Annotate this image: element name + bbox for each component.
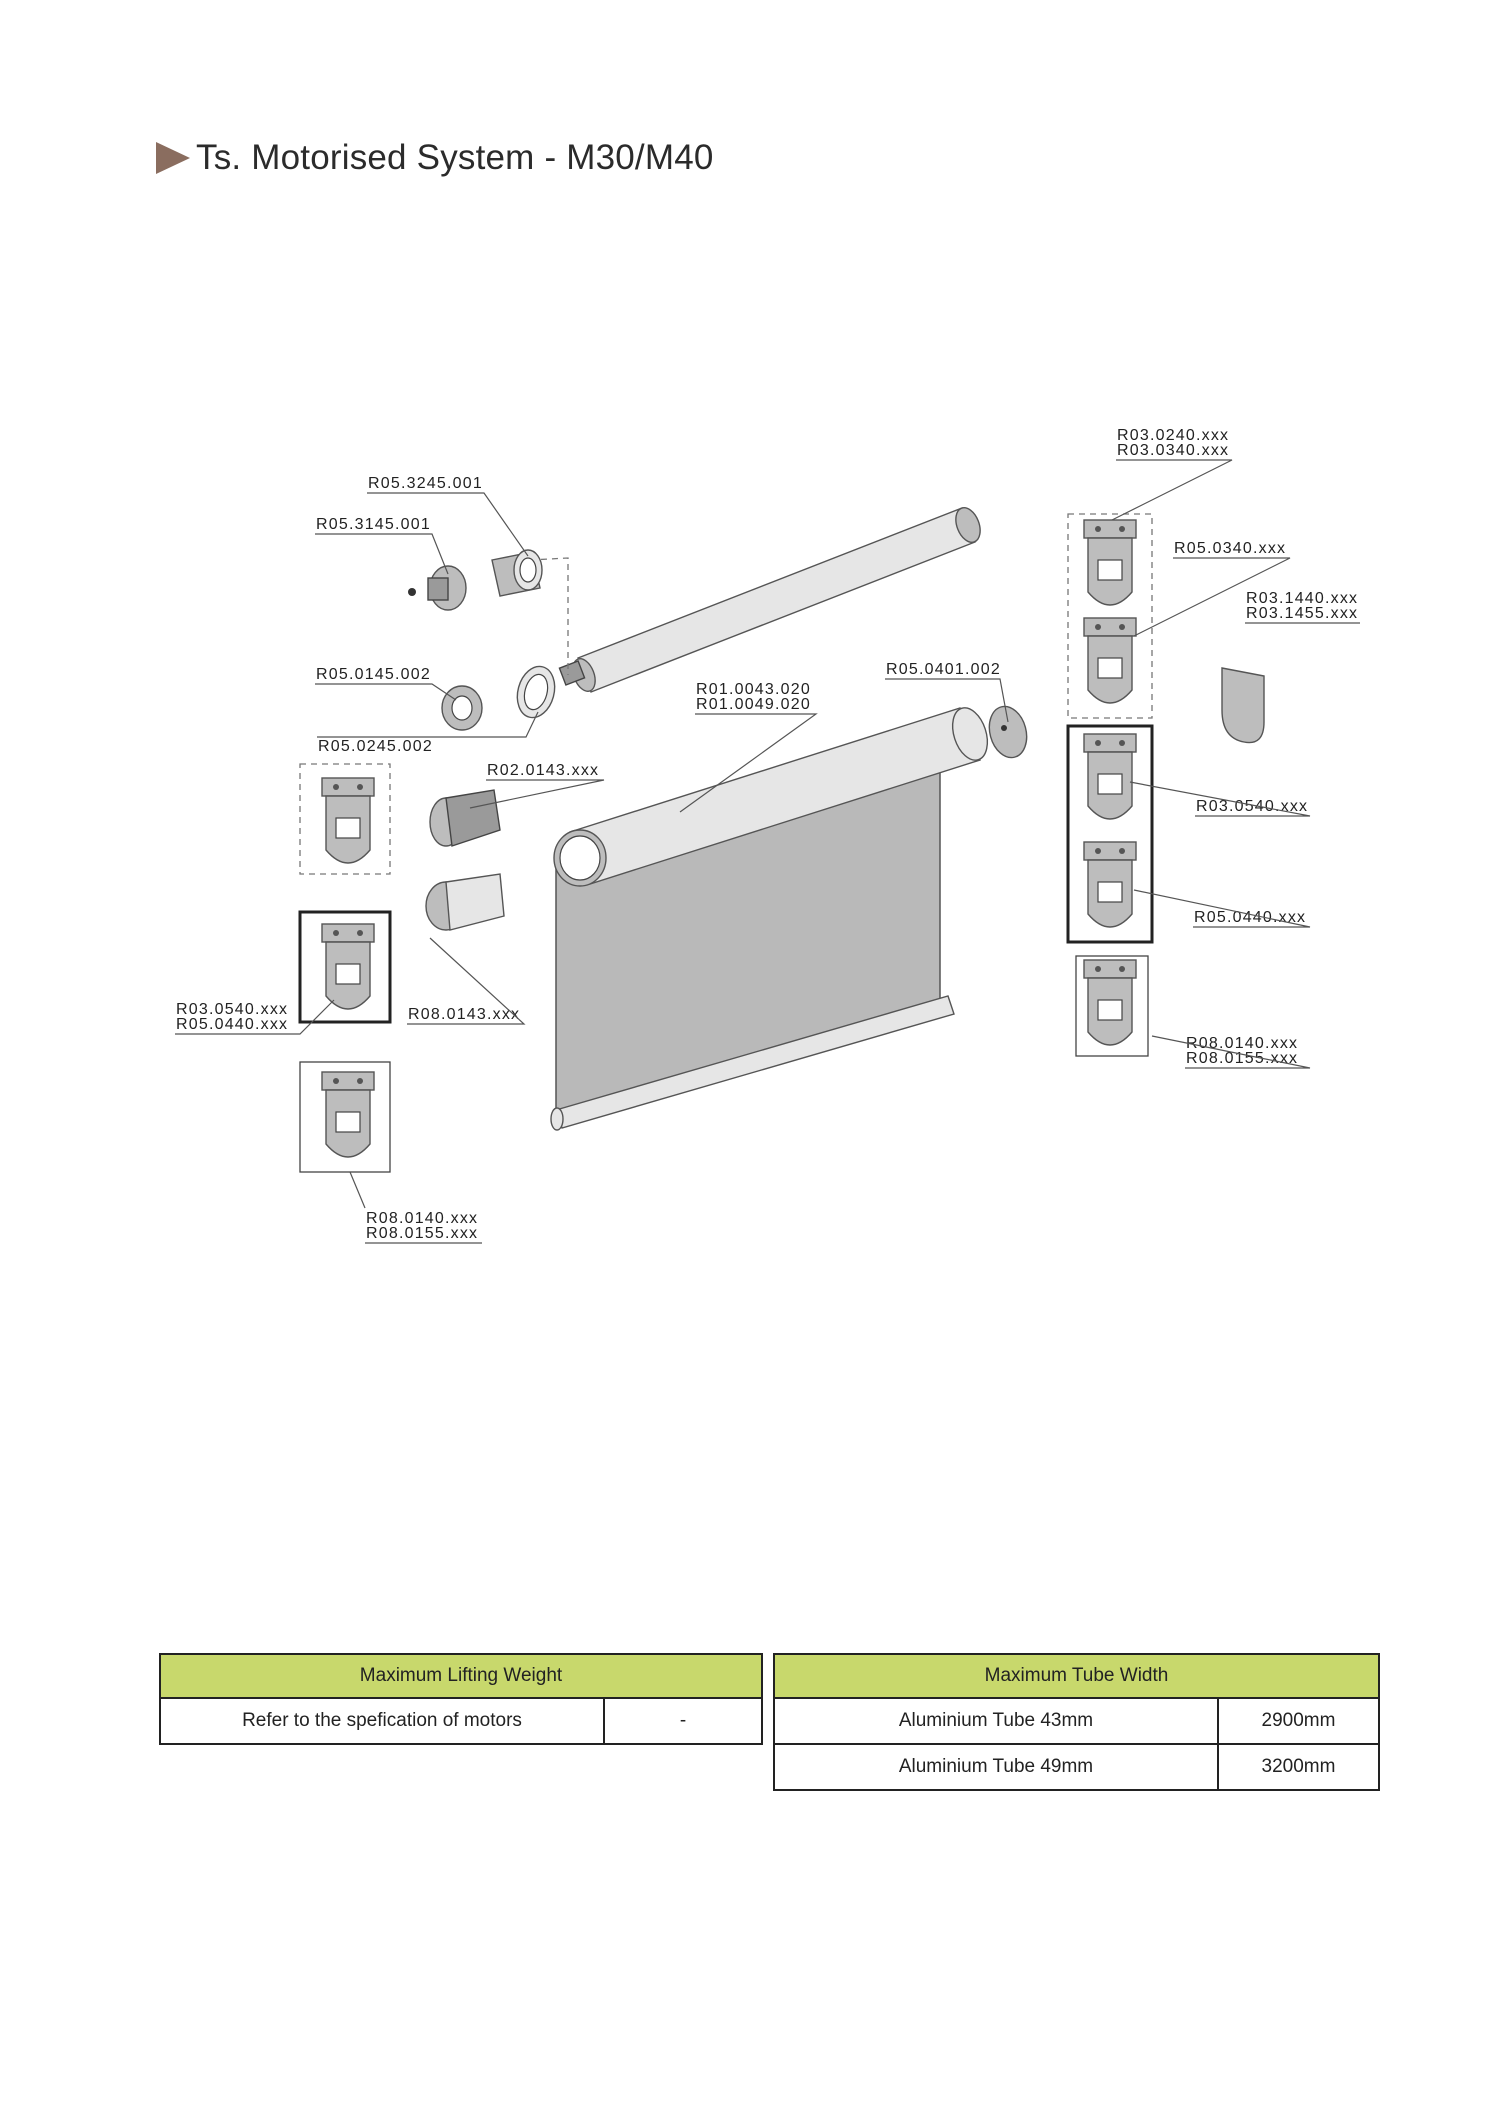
label-r05-0340: R05.0340.xxx: [1174, 540, 1287, 557]
label-r08-0140-right: R08.0140.xxx: [1186, 1035, 1299, 1052]
bracket-right-2: [1084, 618, 1136, 703]
bracket-right-5: [1084, 960, 1136, 1045]
ring-adapter-part: [442, 686, 482, 730]
bracket-left-solid: [322, 924, 374, 1009]
idler-pin-part: [426, 874, 504, 930]
bracket-left-bottom: [322, 1072, 374, 1157]
label-r05-0145: R05.0145.002: [316, 666, 431, 683]
clip-ring-part: [512, 662, 560, 722]
label-r03-1455: R03.1455.xxx: [1246, 605, 1359, 622]
label-r05-0440-right: R05.0440.xxx: [1194, 909, 1307, 926]
bracket-right-1: [1084, 520, 1136, 605]
tube-width-header: Maximum Tube Width: [774, 1654, 1379, 1698]
label-r02-0143: R02.0143.xxx: [487, 762, 600, 779]
label-r08-0155-right: R08.0155.xxx: [1186, 1050, 1299, 1067]
idler-end-part: [430, 790, 500, 846]
tube-width-table: [773, 1653, 1380, 1791]
label-r08-0143: R08.0143.xxx: [408, 1006, 521, 1023]
label-r05-3145: R05.3145.001: [316, 516, 431, 533]
label-r05-0245: R05.0245.002: [318, 738, 433, 755]
drive-adapter-part: [408, 566, 466, 610]
page-title: Ts. Motorised System - M30/M40: [196, 138, 714, 177]
bracket-left-dashed: [322, 778, 374, 863]
bracket-cover-part: [1222, 668, 1264, 743]
lifting-weight-table: [159, 1653, 763, 1745]
tube-width-value: 2900mm: [1218, 1698, 1379, 1744]
tube-width-item: Aluminium Tube 49mm: [774, 1744, 1218, 1790]
label-r03-1440: R03.1440.xxx: [1246, 590, 1359, 607]
label-r05-0440-left: R05.0440.xxx: [176, 1016, 289, 1033]
label-r08-0140-bottom: R08.0140.xxx: [366, 1210, 479, 1227]
label-r03-0540-left: R03.0540.xxx: [176, 1001, 289, 1018]
bracket-right-3: [1084, 734, 1136, 819]
label-r05-0401: R05.0401.002: [886, 661, 1001, 678]
label-r03-0240: R03.0240.xxx: [1117, 427, 1230, 444]
tube-end-cap: [984, 702, 1032, 762]
table-row: [160, 1698, 762, 1744]
label-r05-3245: R05.3245.001: [368, 475, 483, 492]
label-r03-0340: R03.0340.xxx: [1117, 442, 1230, 459]
crown-part: [492, 550, 542, 596]
label-r03-0540-right: R03.0540.xxx: [1196, 798, 1309, 815]
bracket-right-4: [1084, 842, 1136, 927]
table-row: [774, 1698, 1379, 1744]
tube-width-value: 3200mm: [1218, 1744, 1379, 1790]
lifting-weight-value: -: [604, 1698, 762, 1744]
tube-width-item: Aluminium Tube 43mm: [774, 1698, 1218, 1744]
label-r08-0155-bottom: R08.0155.xxx: [366, 1225, 479, 1242]
label-r01-0043: R01.0043.020: [696, 681, 811, 698]
lifting-weight-header: Maximum Lifting Weight: [160, 1654, 762, 1698]
table-row: [774, 1744, 1379, 1790]
lifting-weight-item: Refer to the spefication of motors: [160, 1698, 604, 1744]
label-r01-0049: R01.0049.020: [696, 696, 811, 713]
